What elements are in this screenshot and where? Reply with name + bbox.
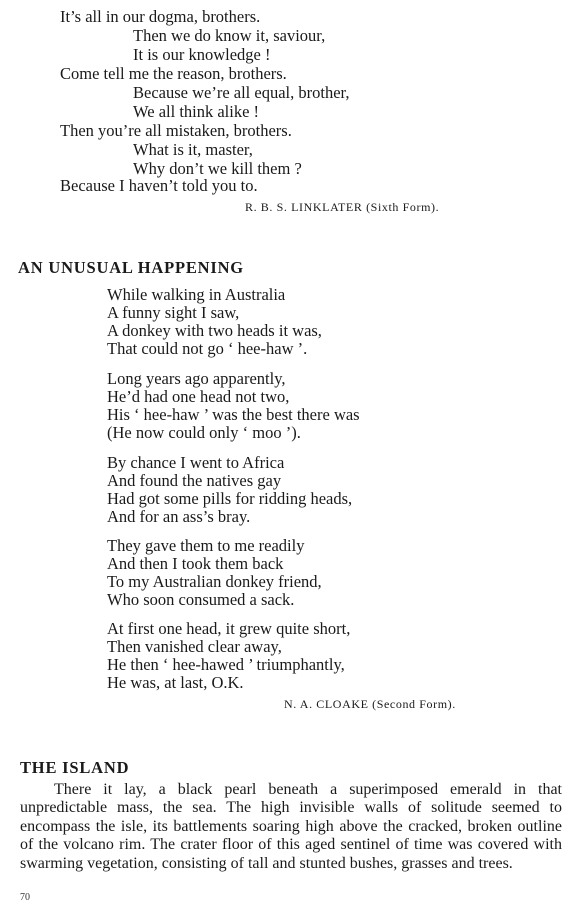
poem-line: A funny sight I saw, — [107, 303, 240, 322]
poem-line: A donkey with two heads it was, — [107, 321, 322, 340]
page-number: 70 — [20, 892, 30, 903]
poem-line: And then I took them back — [107, 554, 284, 573]
poem-line: To my Australian donkey friend, — [107, 572, 322, 591]
poem-line: Come tell me the reason, brothers. — [60, 64, 287, 83]
poem-line: And for an ass’s bray. — [107, 507, 251, 526]
poem-line: It’s all in our dogma, brothers. — [60, 7, 261, 26]
poem-line: By chance I went to Africa — [107, 453, 285, 472]
poem-line: What is it, master, — [133, 140, 253, 159]
poem-line: He was, at last, O.K. — [107, 673, 244, 692]
poem-line: (He now could only ‘ moo ’). — [107, 423, 301, 442]
poem-line: His ‘ hee-haw ’ was the best there was — [107, 405, 360, 424]
poem-line: They gave them to me readily — [107, 536, 305, 555]
poem-line: Because we’re all equal, brother, — [133, 83, 350, 102]
poem-line: And found the natives gay — [107, 471, 282, 490]
poem-line: Had got some pills for ridding heads, — [107, 489, 353, 508]
poem-title: AN UNUSUAL HAPPENING — [18, 258, 244, 277]
poem-line: Why don’t we kill them ? — [133, 159, 302, 178]
poem-line: It is our knowledge ! — [133, 45, 271, 64]
poem-line: Then we do know it, saviour, — [133, 26, 326, 45]
poem-line: While walking in Australia — [107, 285, 286, 304]
poem-line: Because I haven’t told you to. — [60, 176, 258, 195]
poem-line: He then ‘ hee-hawed ’ triumphantly, — [107, 655, 345, 674]
poem-attribution: R. B. S. LINKLATER (Sixth Form). — [245, 200, 440, 214]
poem-line: Long years ago apparently, — [107, 369, 286, 388]
prose-paragraph: There it lay, a black pearl beneath a superimposed emerald in that unpredictable mass, the sea. The high invisible walls of solitude seemed to encompass the isle, its battlements soaring high above the cracked, broken outline of the volcano rim. The crater floor of this aged sentinel of time was covered with swarming vegetation, consisting of tall and stunted bushes, grasses and trees. — [20, 781, 562, 872]
poem-attribution: N. A. CLOAKE (Second Form). — [284, 697, 456, 711]
poem-line: That could not go ‘ hee-haw ’. — [107, 339, 308, 358]
prose-title: THE ISLAND — [20, 758, 130, 777]
poem-line: He’d had one head not two, — [107, 387, 290, 406]
poem-line: Then you’re all mistaken, brothers. — [60, 121, 292, 140]
poem-line: At first one head, it grew quite short, — [107, 619, 351, 638]
poem-line: Then vanished clear away, — [107, 637, 282, 656]
poem-line: Who soon consumed a sack. — [107, 590, 295, 609]
prose-body — [20, 781, 562, 873]
poem-line: We all think alike ! — [133, 102, 260, 121]
